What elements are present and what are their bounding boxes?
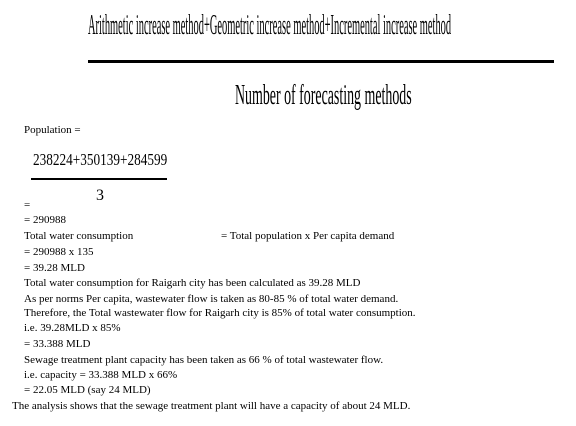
water-consumption-formula: = Total population x Per capita demand [221,230,395,242]
equals-sign: = [24,199,31,211]
formula-numerator: Arithmetic increase method+Geometric increase method+Incremental increase method [88,9,452,41]
fraction-bar [31,178,167,180]
population-label: Population = [24,124,81,136]
conclusion-text: The analysis shows that the sewage treatment plant will have a capacity of about 24 MLD. [12,400,411,412]
fraction-numerator: 238224+350139+284599 [33,150,168,169]
water-consumption-calc: = 290988 x 135 [24,246,94,258]
water-consumption-result: = 39.28 MLD [24,262,85,274]
wastewater-flow-statement: Therefore, the Total wastewater flow for Raigarh city is 85% of total water consumption. [24,307,416,319]
wastewater-flow-result: = 33.388 MLD [24,338,91,350]
fraction-denominator: 3 [96,187,104,204]
stp-capacity-result: = 22.05 MLD (say 24 MLD) [24,384,151,396]
population-result: = 290988 [24,214,66,226]
wastewater-norm-statement: As per norms Per capita, wastewater flow is taken as 80-85 % of total water demand. [24,293,399,305]
formula-denominator: Number of forecasting methods [235,79,412,111]
stp-capacity-calc: i.e. capacity = 33.388 MLD x 66% [24,369,178,381]
stp-capacity-statement: Sewage treatment plant capacity has been taken as 66 % of total wastewater flow. [24,354,384,366]
wastewater-flow-calc: i.e. 39.28MLD x 85% [24,322,121,334]
water-consumption-label: Total water consumption [24,230,134,242]
water-consumption-statement: Total water consumption for Raigarh city has been calculated as 39.28 MLD [24,277,361,289]
formula-fraction-bar [88,60,554,63]
